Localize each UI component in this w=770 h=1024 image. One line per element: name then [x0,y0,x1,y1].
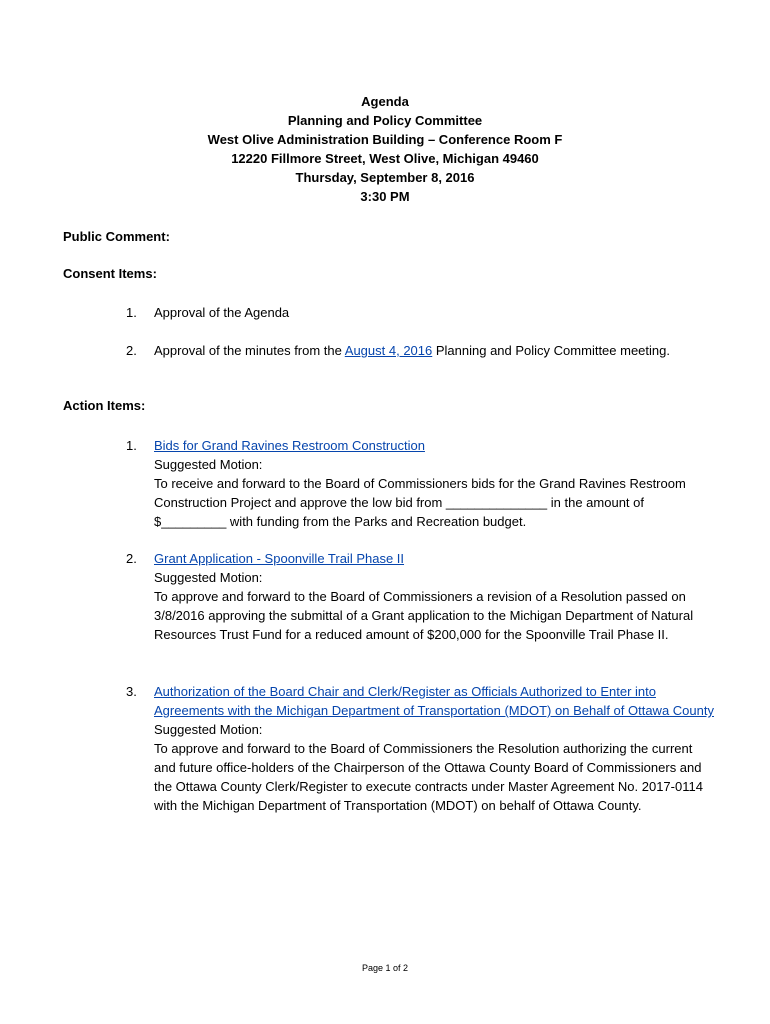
consent-item-text-pre: Approval of the minutes from the [154,343,345,358]
meeting-location: West Olive Administration Building – Conference Room F [207,132,563,147]
item-number: 2. [126,551,137,566]
page-number: Page 1 of 2 [361,963,409,973]
suggested-motion-text: To receive and forward to the Board of Commissioners bids for the Grand Ravines Restroom Construction Project and approve the low bid from ______________ in the amount of $_________ with funding from the Parks and Recreation budget. [154,476,686,529]
action-item-link[interactable]: Bids for Grand Ravines Restroom Construction [154,438,425,453]
committee-name: Planning and Policy Committee [287,113,483,128]
item-number: 3. [126,684,137,699]
consent-item-1 [126,303,716,322]
agenda-title: Agenda [361,94,409,109]
action-item-2 [126,549,716,644]
item-number: 1. [126,305,137,320]
consent-item-2 [126,341,716,360]
action-item-body [154,549,716,644]
action-item-link[interactable]: Grant Application - Spoonville Trail Phase II [154,551,405,566]
action-item-1 [126,436,716,531]
action-item-body [154,682,716,815]
action-item-3 [126,682,716,815]
suggested-motion-label: Suggested Motion: [154,722,263,737]
meeting-time: 3:30 PM [360,189,410,204]
suggested-motion-text: To approve and forward to the Board of Commissioners a revision of a Resolution passed on 3/8/2016 approving the submittal of a Grant application to the Michigan Department of Natural Resources Trust Fund for a reduced amount of $200,000 for the Spoonville Trail Phase II. [154,589,694,642]
suggested-motion-label: Suggested Motion: [154,570,263,585]
action-item-link[interactable]: Authorization of the Board Chair and Clerk/Register as Officials Authorized to Enter into Agreements with the Michigan Department of Transportation (MDOT) on Behalf of Ottawa County [154,684,714,718]
public-comment-heading: Public Comment: [63,229,170,244]
suggested-motion-label: Suggested Motion: [154,457,263,472]
meeting-address: 12220 Fillmore Street, West Olive, Michigan 49460 [231,151,539,166]
meeting-date: Thursday, September 8, 2016 [295,170,475,185]
consent-item-text-post: Planning and Policy Committee meeting. [432,343,670,358]
action-item-body [154,436,716,531]
minutes-link[interactable]: August 4, 2016 [344,343,433,358]
consent-item-text: Approval of the Agenda [154,305,290,320]
consent-items-heading: Consent Items: [63,266,157,281]
suggested-motion-text: To approve and forward to the Board of Commissioners the Resolution authorizing the current and future office-holders of the Chairperson of the Ottawa County Board of Commissioners and the Ottawa County Clerk/Register to execute contracts under Master Agreement No. 2017-0114 with the Michigan Department of Transportation (MDOT) on behalf of Ottawa County. [154,741,703,813]
item-number: 1. [126,438,137,453]
agenda-header [0,92,770,206]
item-number: 2. [126,343,137,358]
consent-item-text [154,341,716,360]
action-items-heading: Action Items: [63,398,146,413]
